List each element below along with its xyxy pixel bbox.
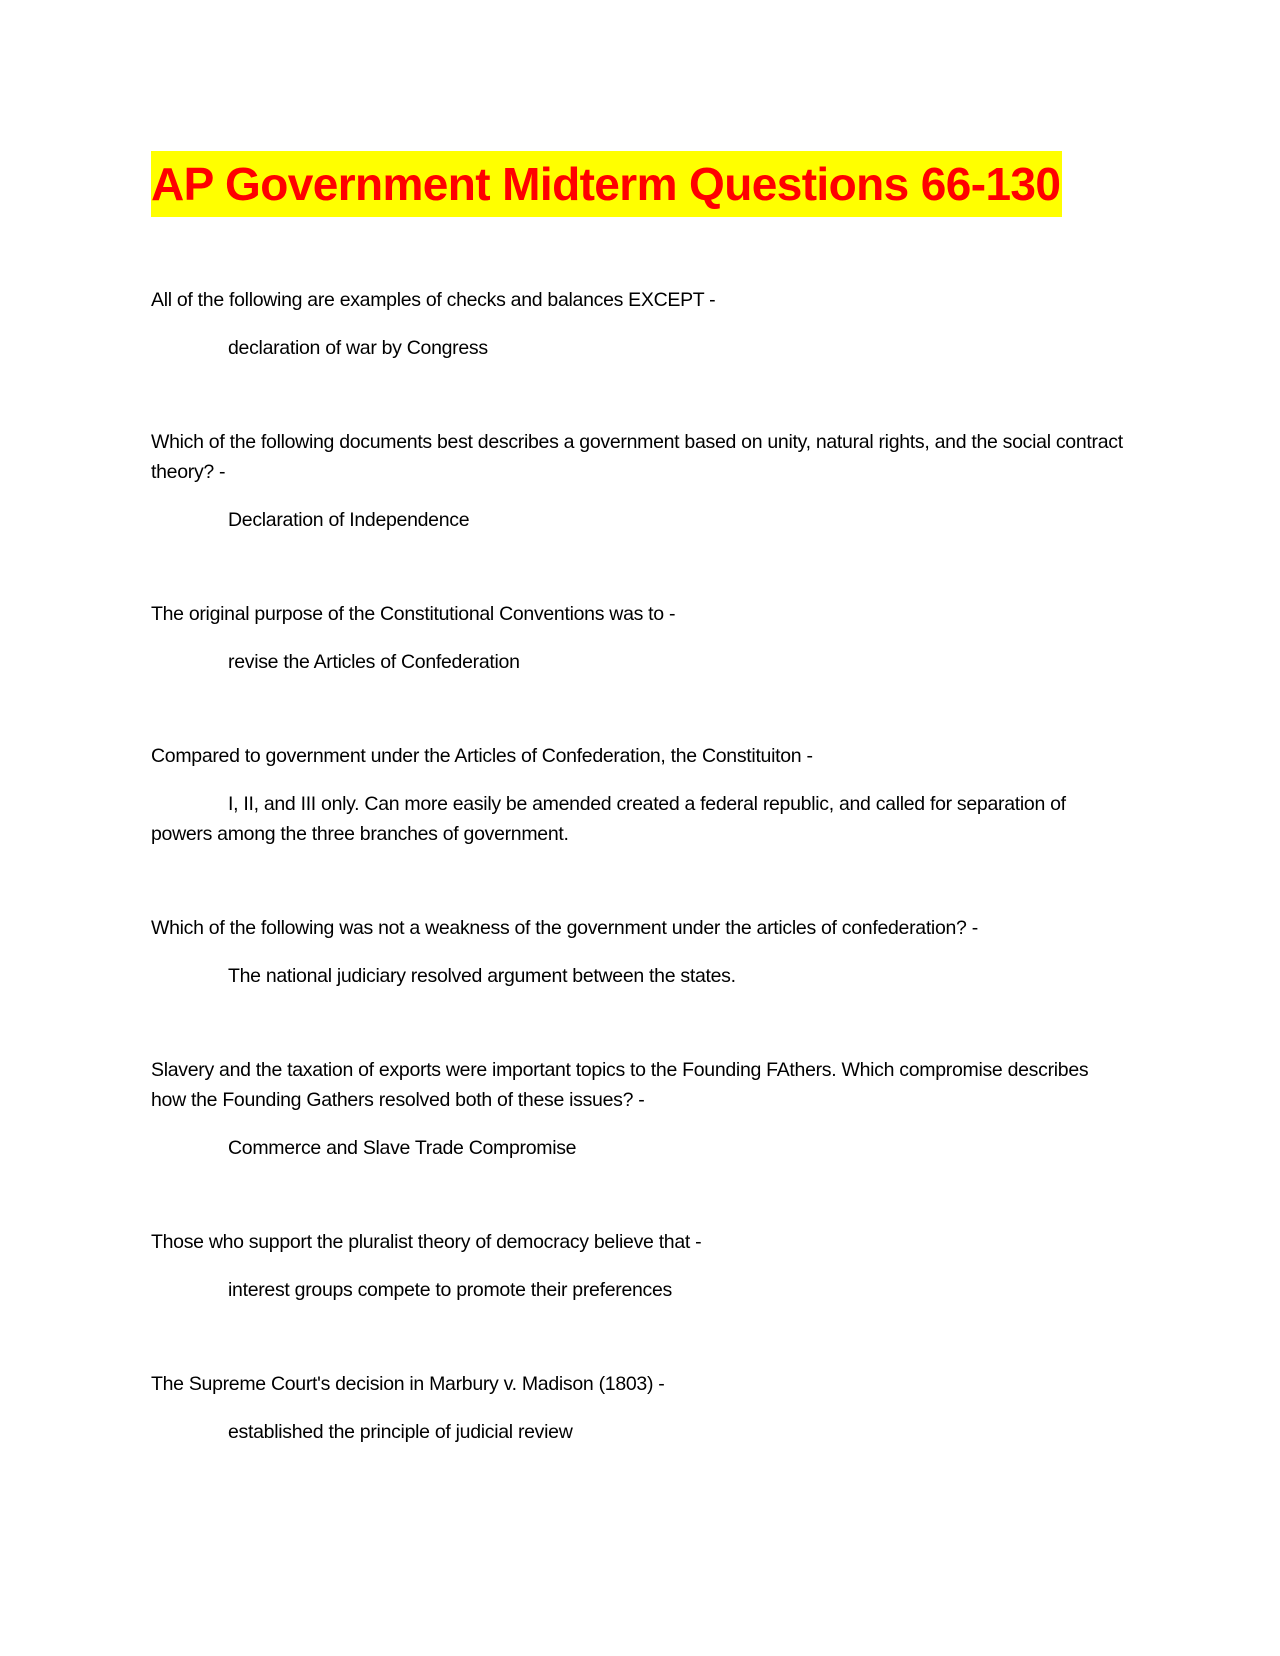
answer-text: I, II, and III only. Can more easily be amended created a federal republic, and called for separation of powers among the three branches of government. <box>151 793 1066 845</box>
qa-item <box>151 285 1126 363</box>
answer-text: The national judiciary resolved argument between the states. <box>228 965 736 987</box>
question-text: Those who support the pluralist theory of democracy believe that - <box>151 1231 702 1253</box>
question-text: Compared to government under the Articles of Confederation, the Constituiton - <box>151 745 813 767</box>
question-list <box>151 285 1126 1511</box>
question-text: The original purpose of the Constitutional Conventions was to - <box>151 603 676 625</box>
qa-item <box>151 1055 1126 1163</box>
qa-item <box>151 599 1126 677</box>
answer-text: Commerce and Slave Trade Compromise <box>228 1137 577 1159</box>
qa-item <box>151 741 1126 849</box>
answer-text: Declaration of Independence <box>228 509 470 531</box>
question-text: Which of the following documents best describes a government based on unity, natural rights, and the social contract theory? - <box>151 431 1123 483</box>
answer-text: interest groups compete to promote their preferences <box>228 1279 672 1301</box>
qa-item <box>151 1227 1126 1305</box>
answer-text: revise the Articles of Confederation <box>228 651 520 673</box>
document-title: AP Government Midterm Questions 66-130 <box>151 151 1062 217</box>
qa-item <box>151 913 1126 991</box>
question-text: Which of the following was not a weakness of the government under the articles of confederation? - <box>151 917 978 939</box>
question-text: All of the following are examples of checks and balances EXCEPT - <box>151 289 716 311</box>
question-text: The Supreme Court's decision in Marbury v. Madison (1803) - <box>151 1373 665 1395</box>
answer-text: established the principle of judicial review <box>228 1421 573 1443</box>
answer-text: declaration of war by Congress <box>228 337 488 359</box>
qa-item <box>151 1369 1126 1447</box>
question-text: Slavery and the taxation of exports were important topics to the Founding FAthers. Which compromise describes how the Founding Gathers resolved both of these issues? - <box>151 1059 1089 1111</box>
qa-item <box>151 427 1126 535</box>
